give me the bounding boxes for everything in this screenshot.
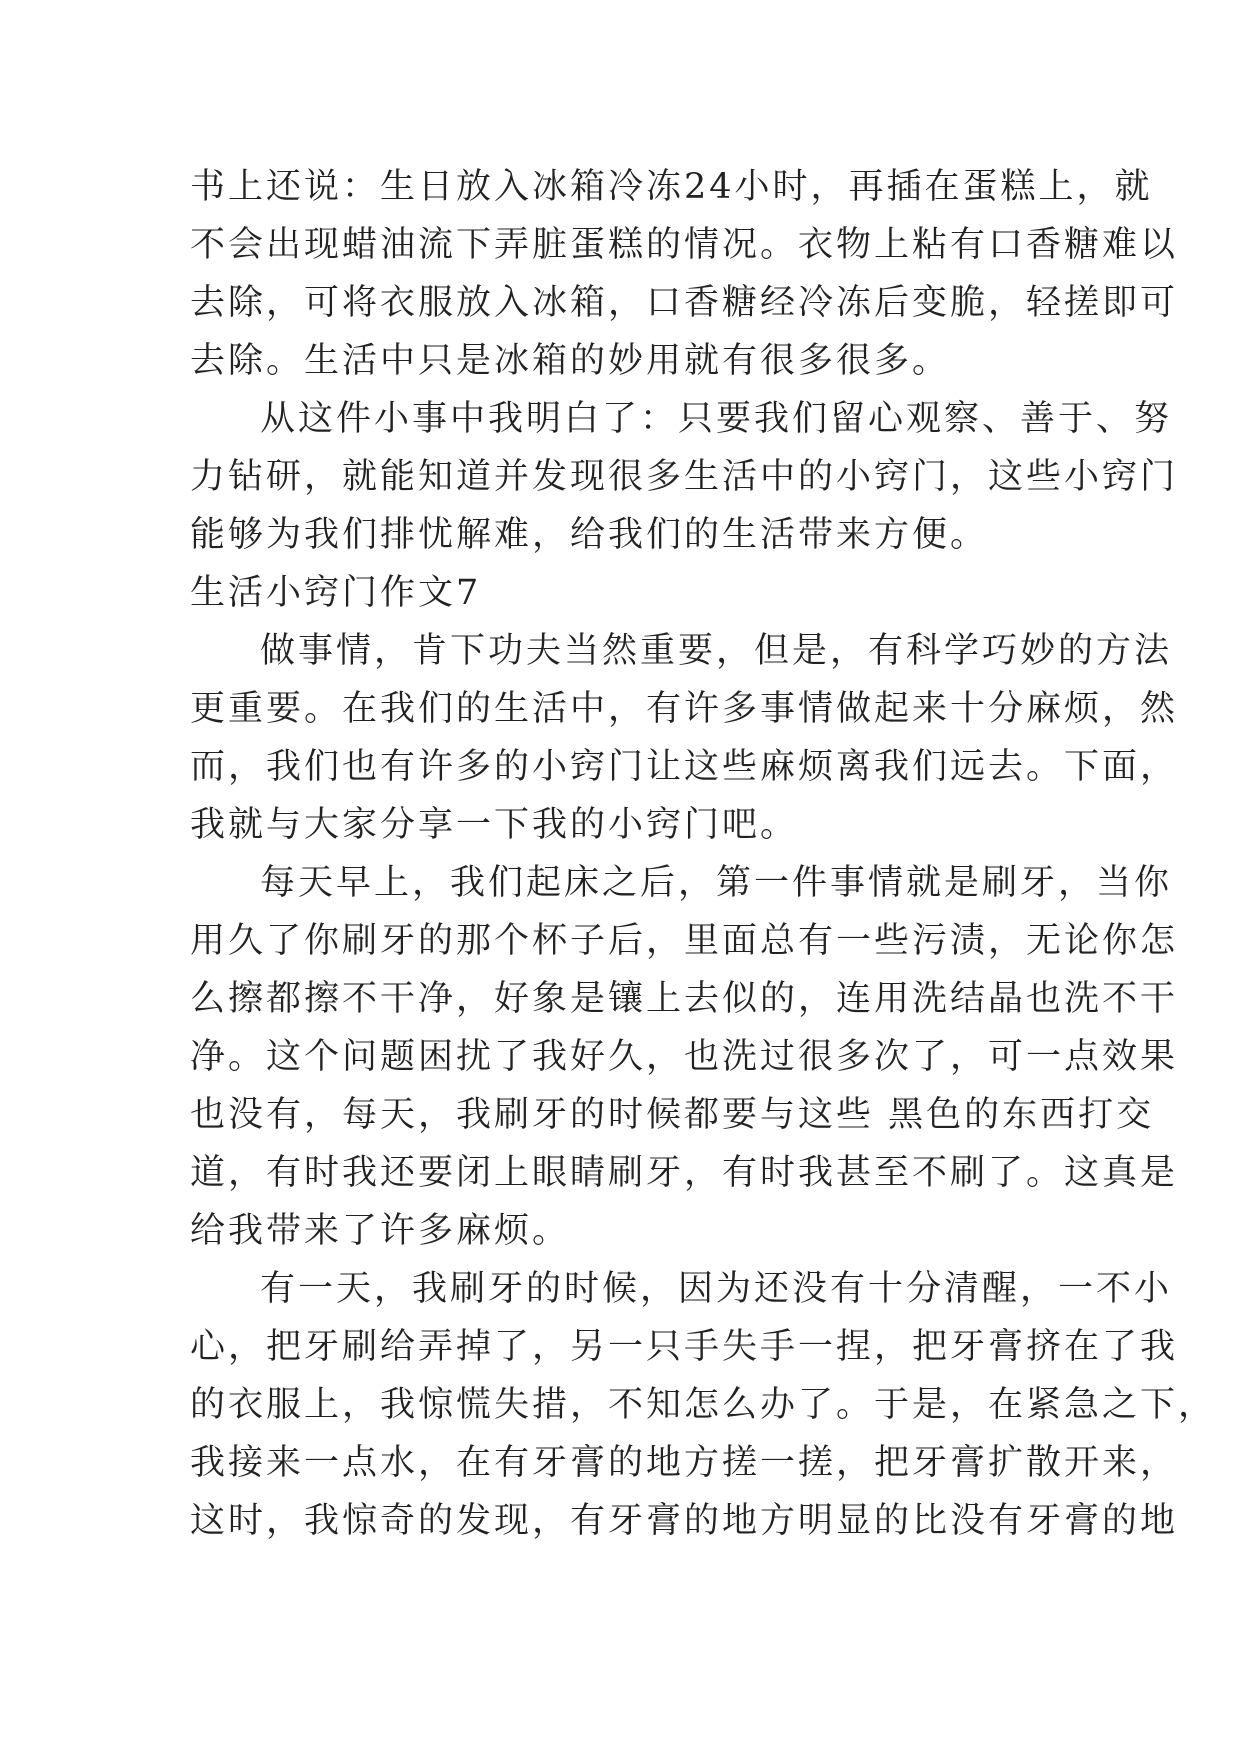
- text-line: 的衣服上，我惊慌失措，不知怎么办了。于是，在紧急之下，: [190, 1385, 1217, 1425]
- text-line: 给我带来了许多麻烦。: [190, 1211, 571, 1251]
- text-line: 我接来一点水，在有牙膏的地方搓一搓，把牙膏扩散开来，: [190, 1443, 1179, 1483]
- text-line: 心，把牙刷给弄掉了，另一只手失手一捏，把牙膏挤在了我: [190, 1327, 1179, 1367]
- paragraph-5: [190, 1260, 1217, 1550]
- text-line: 更重要。在我们的生活中，有许多事情做起来十分麻烦，然: [190, 689, 1179, 729]
- text-line: 净。这个问题困扰了我好久，也洗过很多次了，可一点效果: [190, 1037, 1179, 1077]
- text-line: 书上还说：生日放入冰箱冷冻24小时，再插在蛋糕上，就: [190, 167, 1153, 207]
- text-line: 能够为我们排忧解难，给我们的生活带来方便。: [190, 515, 989, 555]
- text-line: 我就与大家分享一下我的小窍门吧。: [190, 805, 799, 845]
- paragraph-2: [190, 390, 1179, 564]
- text-line: 不会出现蜡油流下弄脏蛋糕的情况。衣物上粘有口香糖难以: [190, 225, 1179, 265]
- paragraph-3: [190, 622, 1179, 854]
- text-line: 也没有，每天，我刷牙的时候都要与这些 黑色的东西打交: [190, 1095, 1155, 1135]
- text-line: 从这件小事中我明白了：只要我们留心观察、善于、努: [260, 399, 1173, 439]
- text-line: 做事情，肯下功夫当然重要，但是，有科学巧妙的方法: [260, 631, 1173, 671]
- text-line: 么擦都擦不干净，好象是镶上去似的，连用洗结晶也洗不干: [190, 979, 1179, 1019]
- text-line: 去除。生活中只是冰箱的妙用就有很多很多。: [190, 341, 951, 381]
- text-line: 有一天，我刷牙的时候，因为还没有十分清醒，一不小: [260, 1269, 1173, 1309]
- document-body: [190, 158, 1217, 1550]
- text-line: 这时，我惊奇的发现，有牙膏的地方明显的比没有牙膏的地: [190, 1501, 1179, 1541]
- paragraph-4: [190, 854, 1179, 1260]
- text-line: 去除，可将衣服放入冰箱，口香糖经冷冻后变脆，轻搓即可: [190, 283, 1179, 323]
- section-heading: 生活小窍门作文7: [190, 573, 482, 613]
- text-line: 每天早上，我们起床之后，第一件事情就是刷牙，当你: [260, 863, 1173, 903]
- text-line: 力钻研，就能知道并发现很多生活中的小窍门，这些小窍门: [190, 457, 1179, 497]
- text-line: 而，我们也有许多的小窍门让这些麻烦离我们远去。下面，: [190, 747, 1179, 787]
- paragraph-1: [190, 158, 1179, 390]
- text-line: 用久了你刷牙的那个杯子后，里面总有一些污渍，无论你怎: [190, 921, 1179, 961]
- text-line: 道，有时我还要闭上眼睛刷牙，有时我甚至不刷了。这真是: [190, 1153, 1179, 1193]
